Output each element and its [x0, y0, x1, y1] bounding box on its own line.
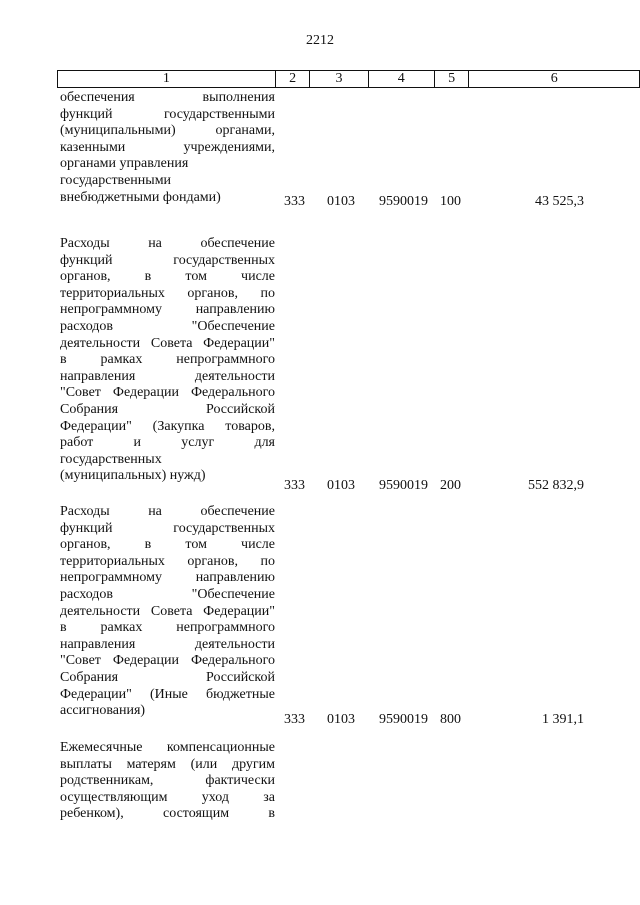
description-line: Собрания Российской: [60, 401, 275, 417]
description-line: расходов "Обеспечение: [60, 318, 275, 334]
description-line: функций государственными: [60, 106, 275, 122]
row-description: [60, 740, 275, 823]
description-line: обеспечения выполнения: [60, 90, 275, 105]
description-line: (муниципальными) органами,: [60, 123, 275, 139]
description-line: ассигнования): [60, 703, 146, 719]
row-description: [60, 504, 275, 720]
header-col-4: 4: [368, 71, 434, 88]
description-line: органов, в том числе: [60, 269, 275, 285]
description-line: территориальных органов, по: [60, 553, 275, 569]
description-line: родственникам, фактически: [60, 773, 275, 789]
description-line: в рамках непрограммного: [60, 620, 275, 636]
cell-col-3: 0103: [327, 194, 355, 209]
description-line: деятельности Совета Федерации": [60, 603, 275, 619]
cell-col-2: 333: [284, 712, 305, 727]
description-line: функций государственных: [60, 252, 275, 268]
page-number: 2212: [306, 33, 334, 48]
cell-col-6: 43 525,3: [535, 194, 584, 209]
description-line: направления деятельности: [60, 368, 275, 384]
description-line: функций государственных: [60, 520, 275, 536]
cell-col-4: 9590019: [379, 194, 428, 209]
cell-col-5: 200: [440, 478, 461, 493]
row-description: [60, 90, 275, 206]
description-line: непрограммному направлению: [60, 570, 275, 586]
description-line: направления деятельности: [60, 636, 275, 652]
cell-col-6: 1 391,1: [542, 712, 584, 727]
description-line: деятельности Совета Федерации": [60, 335, 275, 351]
description-line: Расходы на обеспечение: [60, 236, 275, 251]
description-line: Собрания Российской: [60, 669, 275, 685]
cell-col-2: 333: [284, 194, 305, 209]
description-line: казенными учреждениями,: [60, 139, 275, 155]
cell-col-4: 9590019: [379, 478, 428, 493]
description-line: "Совет Федерации Федерального: [60, 385, 275, 401]
cell-col-6: 552 832,9: [528, 478, 584, 493]
description-line: внебюджетными фондами): [60, 189, 221, 205]
description-line: в рамках непрограммного: [60, 352, 275, 368]
cell-col-2: 333: [284, 478, 305, 493]
cell-col-5: 100: [440, 194, 461, 209]
cell-col-5: 800: [440, 712, 461, 727]
description-line: Расходы на обеспечение: [60, 504, 275, 519]
header-col-1: 1: [58, 71, 276, 88]
description-line: территориальных органов, по: [60, 285, 275, 301]
description-line: осуществляющим уход за: [60, 789, 275, 805]
cell-col-4: 9590019: [379, 712, 428, 727]
header-col-5: 5: [434, 71, 469, 88]
header-col-2: 2: [275, 71, 310, 88]
description-line: государственными: [60, 172, 172, 188]
column-header-row: [57, 70, 640, 88]
description-line: Федерации" (Иные бюджетные: [60, 686, 275, 702]
header-col-6: 6: [469, 71, 640, 88]
description-line: Федерации" (Закупка товаров,: [60, 418, 275, 434]
description-line: (муниципальных) нужд): [60, 468, 206, 484]
description-line: органами управления: [60, 156, 189, 172]
description-line: ребенком), состоящим в: [60, 806, 275, 822]
description-line: "Совет Федерации Федерального: [60, 653, 275, 669]
cell-col-3: 0103: [327, 478, 355, 493]
description-line: работ и услуг для: [60, 435, 275, 451]
row-description: [60, 236, 275, 485]
description-line: непрограммному направлению: [60, 302, 275, 318]
description-line: государственных: [60, 451, 162, 467]
description-line: органов, в том числе: [60, 537, 275, 553]
header-col-3: 3: [310, 71, 368, 88]
cell-col-3: 0103: [327, 712, 355, 727]
description-line: выплаты матерям (или другим: [60, 756, 275, 772]
description-line: Ежемесячные компенсационные: [60, 740, 275, 755]
description-line: расходов "Обеспечение: [60, 586, 275, 602]
